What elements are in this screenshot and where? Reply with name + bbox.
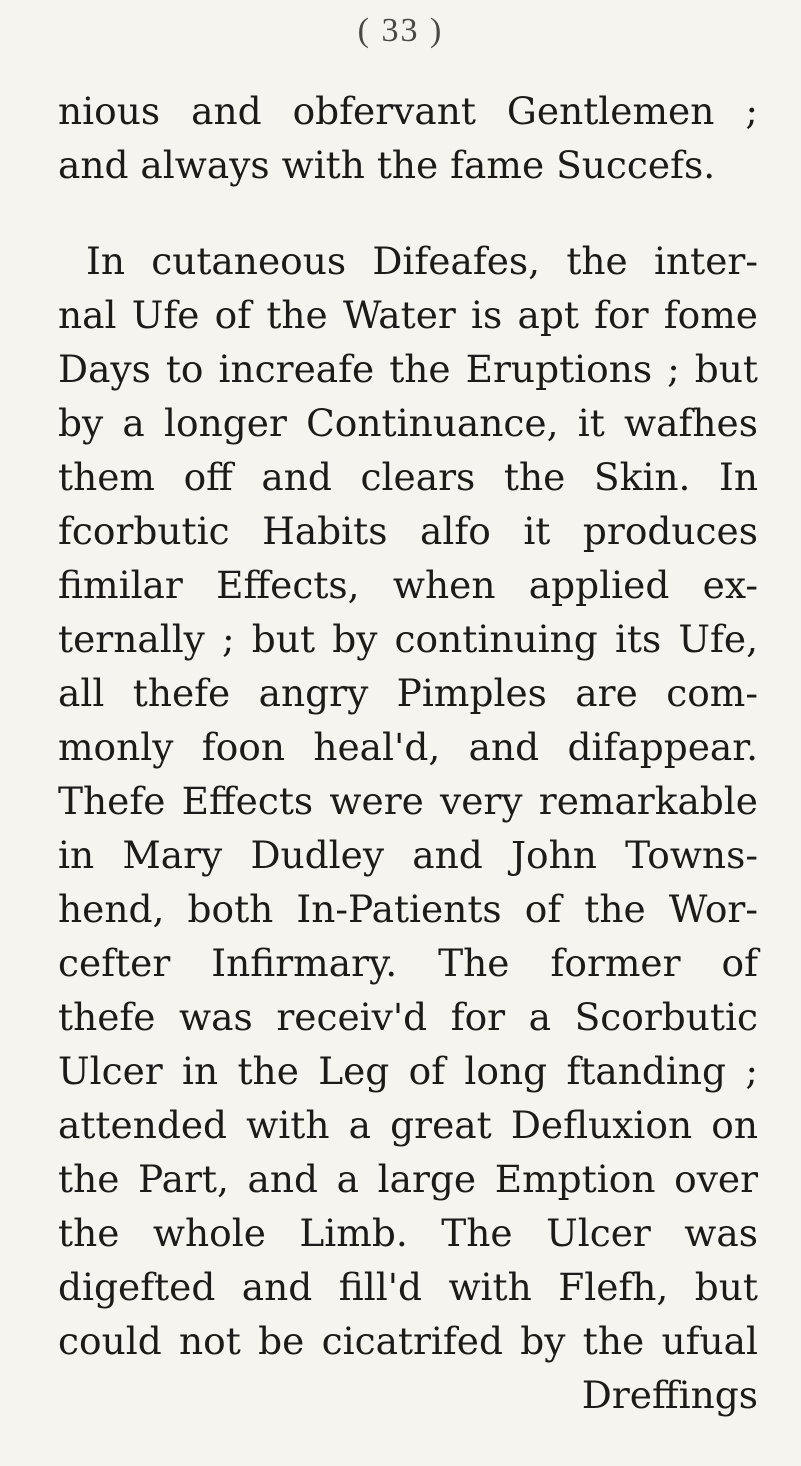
text-line: cefter Infirmary. The former of [58, 941, 758, 985]
text-line: all thefe angry Pimples are com- [58, 671, 758, 715]
text-line: nal Ufe of the Water is apt for fome [58, 293, 758, 337]
text-line: Days to increafe the Eruptions ; but [58, 347, 758, 391]
text-line: hend, both In-Patients of the Wor- [58, 887, 758, 931]
text-line: them off and clears the Skin. In [58, 455, 758, 499]
text-line: the Part, and a large Emption over [58, 1157, 758, 1201]
text-line: fimilar Effects, when applied ex- [58, 563, 758, 607]
page-text [58, 84, 758, 1422]
text-line: the whole Limb. The Ulcer was [58, 1211, 758, 1255]
text-line: in Mary Dudley and John Towns- [58, 833, 758, 877]
text-line: Ulcer in the Leg of long ftanding ; [58, 1049, 758, 1093]
catchword: Dreffings [581, 1373, 758, 1417]
text-line: digefted and fill'd with Flefh, but [58, 1265, 758, 1309]
text-line: In cutaneous Difeafes, the inter- [86, 239, 758, 283]
page-number: ( 33 ) [357, 12, 444, 49]
text-line: monly foon heal'd, and difappear. [58, 725, 758, 769]
text-line: fcorbutic Habits alfo it produces [58, 509, 758, 553]
text-line: ternally ; but by continuing its Ufe, [58, 617, 758, 661]
text-line: could not be cicatrifed by the ufual [58, 1319, 758, 1363]
text-line: thefe was receiv'd for a Scorbutic [58, 995, 758, 1039]
text-line: and always with the fame Succefs. [58, 143, 716, 187]
text-line: nious and obfervant Gentlemen ; [58, 89, 758, 133]
text-line: by a longer Continuance, it wafhes [58, 401, 758, 445]
text-line: Thefe Effects were very remarkable [58, 779, 758, 823]
text-line: attended with a great Defluxion on [58, 1103, 758, 1147]
